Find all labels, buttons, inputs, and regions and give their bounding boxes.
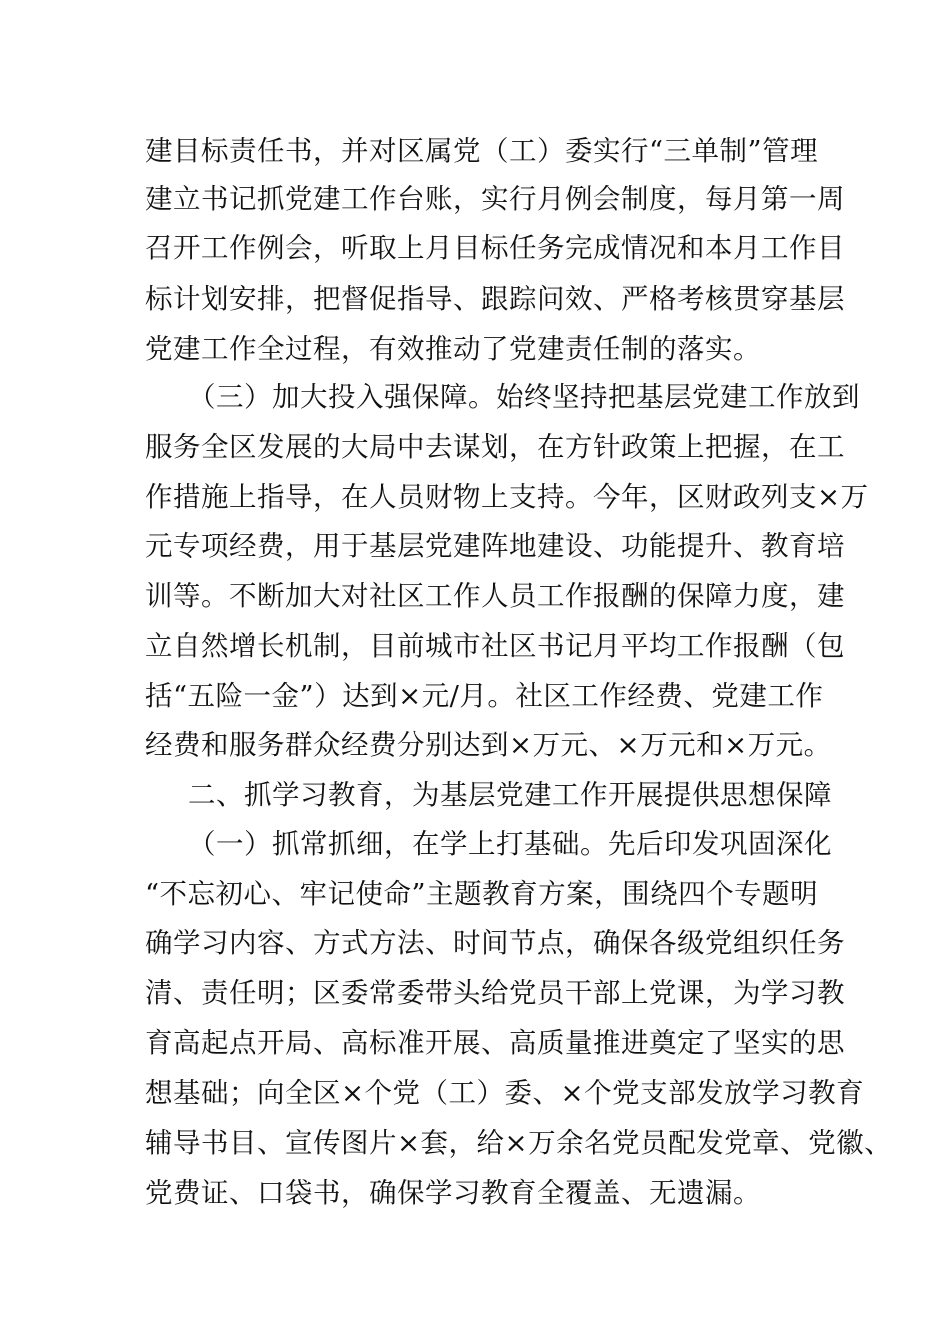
text-line: 建立书记抓党建工作台账，实行月例会制度，每月第一周 [145,183,845,215]
text-line: 训等。不断加大对社区工作人员工作报酬的保障力度，建 [145,580,845,612]
text-line: “不忘初心、牢记使命”主题教育方案，围绕四个专题明 [145,878,819,910]
subsection-heading-1: （一）抓常抓细，在学上打基础。先后印发巩固深化 [188,828,832,860]
text-line: 服务全区发展的大局中去谋划，在方针政策上把握，在工 [145,431,845,463]
text-line: 确学习内容、方式方法、时间节点，确保各级党组织任务 [145,927,845,959]
text-line: 元专项经费，用于基层党建阵地建设、功能提升、教育培 [145,530,845,562]
text-line: 想基础；向全区×个党（工）委、×个党支部发放学习教育 [145,1077,865,1109]
text-line: 经费和服务群众经费分别达到×万元、×万元和×万元。 [145,729,832,761]
section-heading-3: （三）加大投入强保障。始终坚持把基层党建工作放到 [188,381,860,413]
section-heading-2: 二、抓学习教育，为基层党建工作开展提供思想保障 [188,779,832,811]
text-line: 清、责任明；区委常委带头给党员干部上党课，为学习教 [145,977,845,1009]
text-line: 建目标责任书，并对区属党（工）委实行“三单制”管理 [145,135,819,167]
text-line: 党建工作全过程，有效推动了党建责任制的落实。 [145,333,761,365]
text-line: 标计划安排，把督促指导、跟踪问效、严格考核贯穿基层 [145,283,845,315]
text-line: 作措施上指导，在人员财物上支持。今年，区财政列支×万 [145,481,869,513]
text-line: 召开工作例会，听取上月目标任务完成情况和本月工作目 [145,232,845,264]
text-line: 党费证、口袋书，确保学习教育全覆盖、无遗漏。 [145,1177,761,1209]
text-line: 括“五险一金”）达到×元/月。社区工作经费、党建工作 [145,680,824,712]
text-line: 辅导书目、宣传图片×套，给×万余名党员配发党章、党徽、 [145,1127,893,1159]
text-line: 育高起点开局、高标准开展、高质量推进奠定了坚实的思 [145,1027,845,1059]
text-line: 立自然增长机制，目前城市社区书记月平均工作报酬（包 [145,630,845,662]
